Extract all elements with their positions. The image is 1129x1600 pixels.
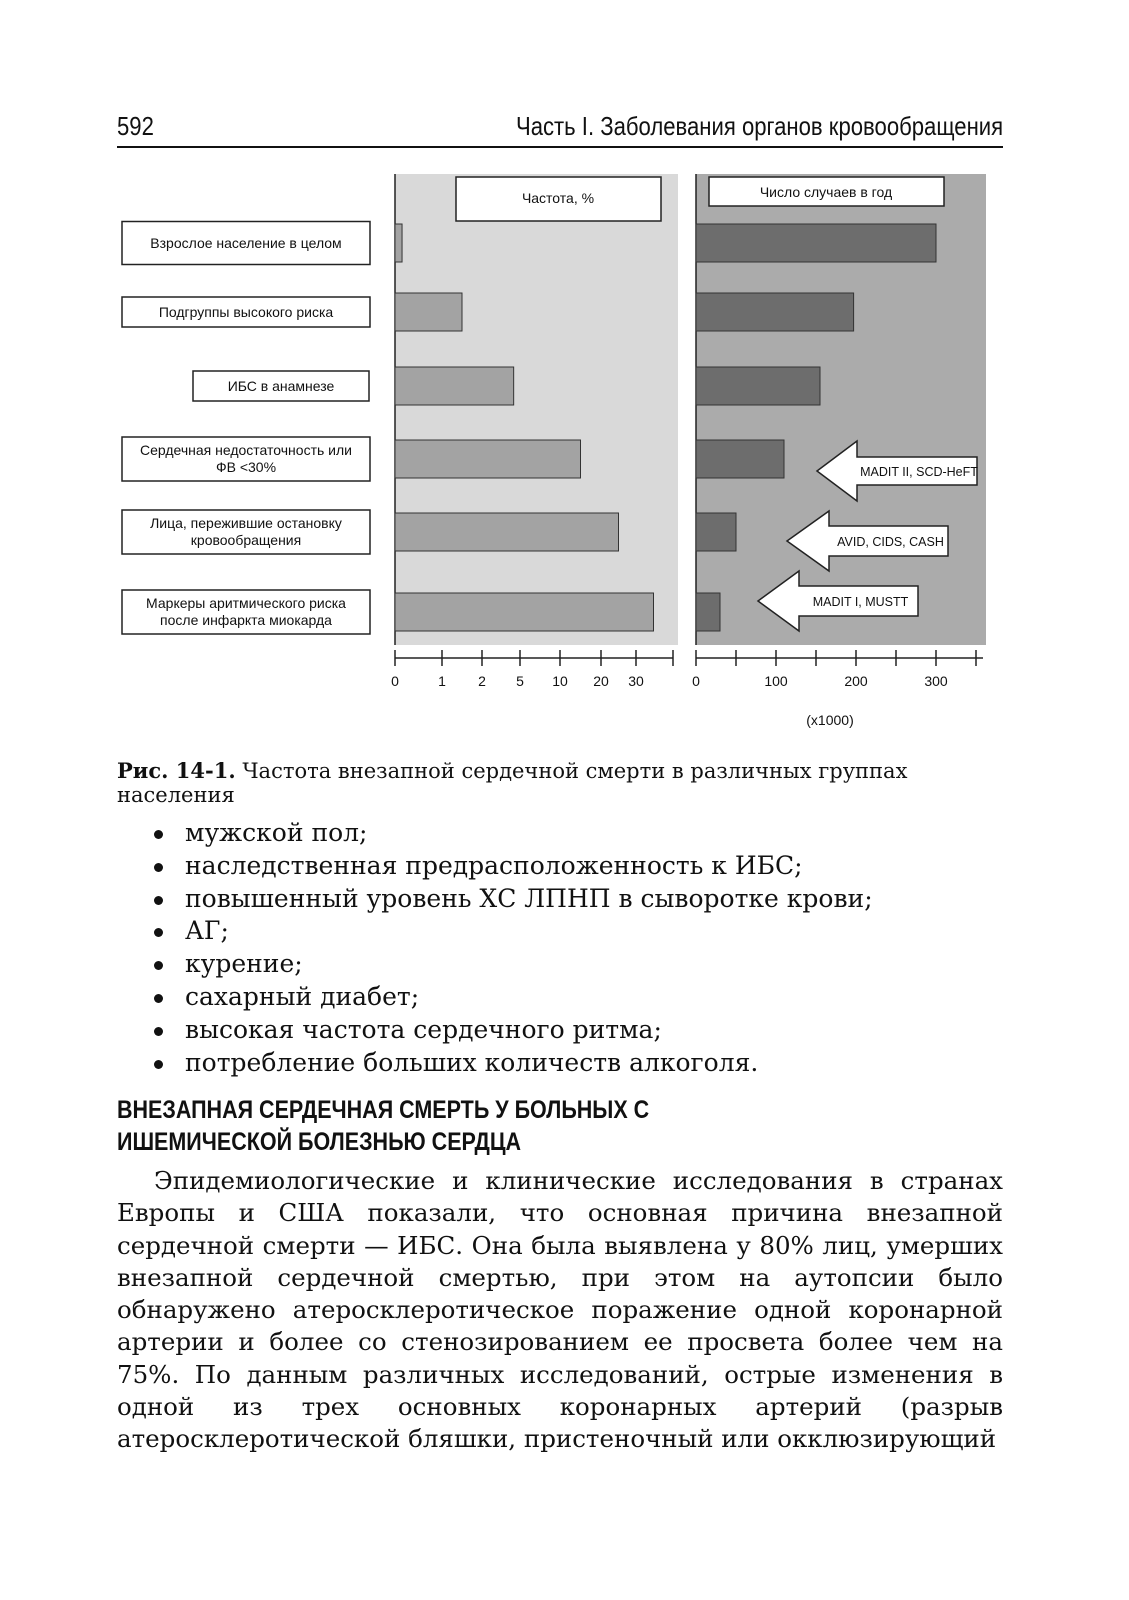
- right-tick-label: 0: [692, 673, 700, 689]
- trial-arrow-label: MADIT II, SCD-HeFT: [860, 465, 978, 479]
- risk-factor-list: [150, 817, 873, 1079]
- category-label: Лица, пережившие остановку: [150, 515, 342, 531]
- category-label: ФВ <30%: [215, 459, 277, 475]
- right-panel-title: Число случаев в год: [759, 184, 893, 200]
- left-bar: [395, 224, 402, 262]
- left-bar: [395, 440, 581, 478]
- left-tick-label: 1: [438, 673, 446, 689]
- right-bar: [696, 224, 936, 262]
- right-bar: [696, 367, 820, 405]
- left-tick-label: 0: [391, 673, 399, 689]
- figure-caption-label: Рис. 14-1.: [117, 758, 236, 783]
- figure-caption: [117, 758, 1017, 807]
- list-item: высокая частота сердечного ритма;: [150, 1014, 873, 1047]
- right-tick-label: 100: [764, 673, 788, 689]
- list-item: повышенный уровень ХС ЛПНП в сыворотке крови;: [150, 883, 873, 916]
- right-bar: [696, 513, 736, 551]
- category-label: Сердечная недостаточность или: [140, 442, 352, 458]
- sudden-death-figure: [117, 172, 997, 732]
- chapter-title: Часть I. Заболевания органов кровообращения: [515, 111, 1003, 141]
- right-unit-label: (x1000): [806, 712, 854, 728]
- left-tick-label: 30: [628, 673, 644, 689]
- figure-caption-text: Частота внезапной сердечной смерти в различных группах населения: [117, 759, 908, 807]
- list-item: потребление больших количеств алкоголя.: [150, 1047, 873, 1080]
- left-tick-label: 2: [478, 673, 486, 689]
- list-item: курение;: [150, 948, 873, 981]
- right-bar: [696, 593, 720, 631]
- left-bar: [395, 293, 462, 331]
- left-bar: [395, 367, 514, 405]
- page-number: 592: [117, 111, 154, 141]
- left-tick-label: 10: [552, 673, 568, 689]
- trial-arrow-label: MADIT I, MUSTT: [812, 595, 909, 609]
- right-bar: [696, 440, 784, 478]
- body-paragraph: Эпидемиологические и клинические исследования в странах Европы и США показали, что основная причина внезапной сердечной смерти — ИБС. Она была выявлена у 80% лиц, умерших внезапной сердечной смертью, при этом на аутопсии было обнаружено атеросклеротическое поражение одной коронарной артерии и более со стенозированием ее просвета более чем на 75%. По данным различных исследований, острые изменения в одной из трех основных коронарных артерий (разрыв атеросклеротической бляшки, пристеночный или окклюзирующий: [117, 1166, 1003, 1454]
- right-bar: [696, 293, 854, 331]
- list-item: сахарный диабет;: [150, 981, 873, 1014]
- right-tick-label: 300: [924, 673, 948, 689]
- left-panel-background: [395, 174, 678, 645]
- category-label: Маркеры аритмического риска: [146, 595, 346, 611]
- list-item: мужской пол;: [150, 817, 873, 850]
- running-head: [117, 108, 1003, 148]
- trial-arrow-label: AVID, CIDS, CASH: [837, 535, 944, 549]
- left-panel-title: Частота, %: [521, 190, 595, 206]
- section-heading: ВНЕЗАПНАЯ СЕРДЕЧНАЯ СМЕРТЬ У БОЛЬНЫХ С ИШЕМИЧЕСКОЙ БОЛЕЗНЬЮ СЕРДЦА: [117, 1096, 650, 1156]
- category-label: Взрослое население в целом: [150, 235, 342, 251]
- left-bar: [395, 593, 654, 631]
- left-bar: [395, 513, 619, 551]
- category-label: после инфаркта миокарда: [160, 612, 332, 628]
- list-item: наследственная предрасположенность к ИБС;: [150, 850, 873, 883]
- category-label: ИБС в анамнезе: [227, 378, 335, 394]
- category-label: кровообращения: [190, 532, 302, 548]
- category-label: Подгруппы высокого риска: [158, 304, 334, 320]
- left-tick-label: 5: [516, 673, 524, 689]
- left-tick-label: 20: [593, 673, 609, 689]
- list-item: АГ;: [150, 915, 873, 948]
- right-tick-label: 200: [844, 673, 868, 689]
